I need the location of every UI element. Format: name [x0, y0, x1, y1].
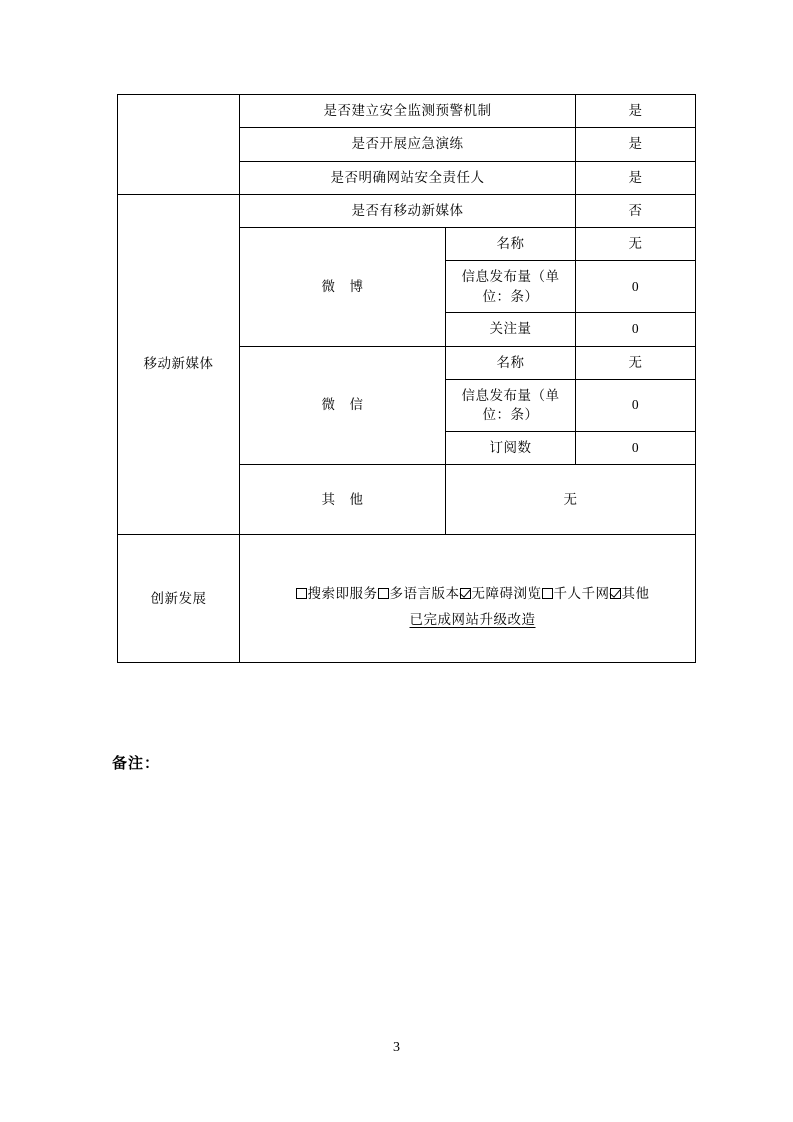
row-label-text: 订阅数: [489, 440, 532, 455]
row-label-text: 是否开展应急演练: [351, 136, 464, 152]
innovation-options-list: [240, 555, 695, 642]
table-row: [118, 194, 696, 227]
option-other[interactable]: [610, 586, 650, 601]
page-number: 3: [393, 1040, 400, 1055]
row-label-security-officer: [240, 161, 576, 194]
row-label-weibo-posts: [446, 261, 576, 313]
row-label-text: 是否有移动新媒体: [351, 202, 464, 218]
row-label-weixin-name: [446, 346, 576, 379]
table-row: [118, 95, 696, 128]
checkbox-icon[interactable]: [378, 588, 389, 599]
option-label: 无障碍浏览: [471, 586, 542, 602]
row-label-weibo-followers: [446, 313, 576, 346]
section-label-continued: [118, 95, 240, 195]
row-value-weibo-followers: [576, 313, 696, 346]
subsection-label-text: 其 他: [321, 491, 364, 507]
row-value-weixin-posts: [576, 379, 696, 431]
remark-label: 备注：: [112, 756, 161, 772]
row-value-other: [446, 465, 696, 535]
checkbox-icon[interactable]: [296, 588, 307, 599]
option-label: 搜索即服务: [307, 586, 378, 602]
row-label-weixin-posts: [446, 379, 576, 431]
row-label-security-warning: [240, 95, 576, 128]
innovation-note: 已完成网站升级改造: [409, 611, 536, 627]
row-label-text: 名称: [496, 236, 525, 251]
subsection-label-text: 微 信: [321, 397, 364, 413]
row-value-text: 0: [631, 278, 640, 294]
row-label-text: 信息发布量（单位：条）: [461, 387, 560, 423]
row-label-text: 名称: [496, 354, 525, 370]
annual-report-table: [117, 94, 696, 663]
row-value-text: 无: [628, 236, 643, 251]
option-label: 其他: [621, 586, 650, 602]
option-multilingual[interactable]: [378, 586, 460, 601]
row-value-text: 否: [628, 202, 643, 218]
row-value-weixin-subscribers: [576, 432, 696, 465]
section-label-innovation: [118, 535, 240, 663]
row-value-emergency-drill: [576, 128, 696, 161]
row-label-weibo-name: [446, 228, 576, 261]
table-row: [118, 535, 696, 663]
row-value-text: 0: [631, 321, 640, 337]
option-search-as-service[interactable]: [296, 586, 378, 601]
row-value-security-warning: [576, 95, 696, 128]
section-label-text: 移动新媒体: [143, 356, 214, 372]
row-label-emergency-drill: [240, 128, 576, 161]
row-value-text: 无: [628, 354, 643, 370]
subsection-label-other: [240, 465, 446, 535]
option-label: 千人千网: [553, 586, 610, 602]
section-label-mobile-media: [118, 194, 240, 535]
section-label-text: 创新发展: [150, 590, 207, 606]
option-label: 多语言版本: [389, 586, 460, 602]
row-value-text: 0: [631, 440, 640, 455]
row-value-security-officer: [576, 161, 696, 194]
checkbox-checked-icon[interactable]: [610, 588, 621, 599]
checkbox-icon[interactable]: [542, 588, 553, 599]
row-value-has-mobile-media: [576, 194, 696, 227]
row-label-has-mobile-media: [240, 194, 576, 227]
row-value-weixin-name: [576, 346, 696, 379]
row-value-text: 是: [628, 169, 643, 185]
subsection-label-weibo: [240, 228, 446, 347]
row-label-weixin-subscribers: [446, 432, 576, 465]
row-value-weibo-posts: [576, 261, 696, 313]
row-label-text: 是否建立安全监测预警机制: [323, 103, 492, 119]
subsection-label-weixin: [240, 346, 446, 465]
row-value-text: 无: [563, 491, 578, 507]
subsection-label-text: 微 博: [321, 278, 364, 294]
row-value-text: 0: [631, 397, 640, 413]
row-value-text: 是: [628, 136, 643, 152]
row-value-text: 是: [628, 103, 643, 118]
innovation-options-cell: [240, 535, 696, 663]
option-accessibility[interactable]: [460, 586, 542, 601]
row-value-weibo-name: [576, 228, 696, 261]
row-label-text: 信息发布量（单位：条）: [461, 269, 560, 304]
row-label-text: 关注量: [489, 321, 532, 337]
option-personalization[interactable]: [542, 586, 610, 601]
row-label-text: 是否明确网站安全责任人: [330, 169, 485, 185]
checkbox-checked-icon[interactable]: [460, 588, 471, 599]
